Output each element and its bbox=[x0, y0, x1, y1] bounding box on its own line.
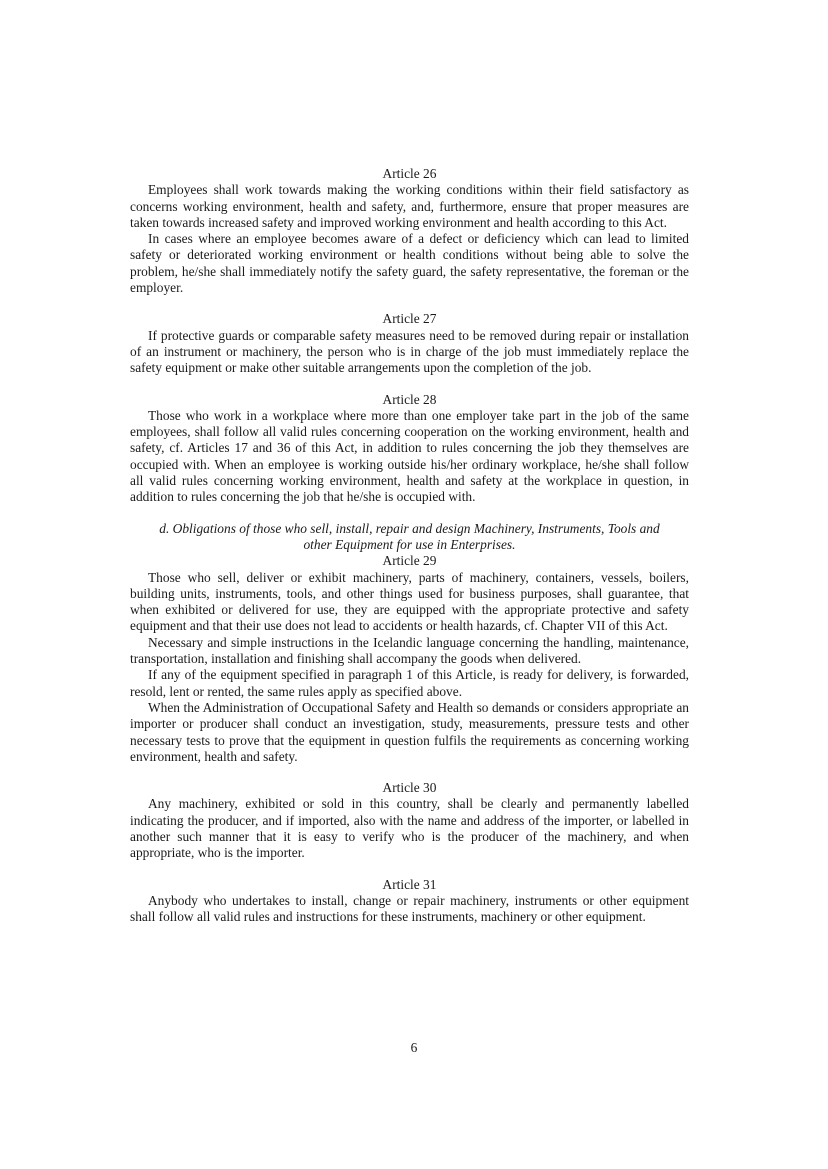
article-26-paragraph-1: Employees shall work towards making the working conditions within their field satisfactory as concerns working environment, health and safety, and, furthermore, ensure that proper measures are taken towards increased safety and improved working environment and health according to this Act. bbox=[130, 182, 689, 230]
article-30-paragraph-1: Any machinery, exhibited or sold in this country, shall be clearly and permanently labelled indicating the producer, and if imported, also with the name and address of the importer, or labelled in another such manner that it is easy to verify who is the producer of the machinery, and when appropriate, who is the importer. bbox=[130, 796, 689, 861]
page-number: 6 bbox=[410, 1040, 418, 1055]
article-29-paragraph-2: Necessary and simple instructions in the Icelandic language concerning the handling, maintenance, transportation, installation and finishing shall accompany the goods when delivered. bbox=[130, 634, 689, 667]
article-30-heading: Article 30 bbox=[382, 780, 437, 796]
article-29-heading: Article 29 bbox=[382, 553, 437, 569]
article-26-paragraph-2: In cases where an employee becomes aware of a defect or deficiency which can lead to limited safety or deteriorated working environment or health conditions without being able to solve the problem, he/she shall immediately notify the safety guard, the safety representative, the foreman or the employer. bbox=[130, 231, 689, 296]
article-27-paragraph-1: If protective guards or comparable safety measures need to be removed during repair or installation of an instrument or machinery, the person who is in charge of the job must immediately replace the safety equipment or make other suitable arrangements upon the completion of the job. bbox=[130, 327, 689, 376]
section-d-heading-line-2: other Equipment for use in Enterprises. bbox=[303, 536, 516, 552]
section-d-heading-line-1: d. Obligations of those who sell, install, repair and design Machinery, Instruments, Tools and bbox=[159, 520, 660, 536]
article-28-heading: Article 28 bbox=[382, 391, 437, 407]
article-29-paragraph-3: If any of the equipment specified in paragraph 1 of this Article, is ready for delivery, is forwarded, resold, lent or rented, the same rules apply as specified above. bbox=[130, 667, 689, 699]
section-d-heading bbox=[130, 521, 689, 554]
article-31-heading: Article 31 bbox=[382, 876, 437, 892]
document-page bbox=[130, 166, 689, 925]
article-31-paragraph-1: Anybody who undertakes to install, change or repair machinery, instruments or other equipment shall follow all valid rules and instructions for these instruments, machinery or other equipment. bbox=[130, 892, 689, 925]
article-26-heading: Article 26 bbox=[382, 166, 437, 181]
article-27-heading: Article 27 bbox=[382, 311, 437, 327]
article-28-paragraph-1: Those who work in a workplace where more than one employer take part in the job of the same employees, shall follow all valid rules concerning cooperation on the working environment, health and safety, cf. Articles 17 and 36 of this Act, in addition to rules concerning the job they themselves are occupied with. When an employee is working outside his/her ordinary workplace, he/she shall follow all valid rules concerning working environment, health and safety at the workplace in question, in addition to rules concerning the job that he/she is occupied with. bbox=[130, 407, 689, 505]
article-29-paragraph-1: Those who sell, deliver or exhibit machinery, parts of machinery, containers, vessels, boilers, building units, instruments, tools, and other things used for business purposes, shall guarantee, that when exhibited or delivered for use, they are equipped with the appropriate protective and safety equipment and that their use does not lead to accidents or health hazards, cf. Chapter VII of this Act. bbox=[130, 569, 689, 634]
article-29-paragraph-4: When the Administration of Occupational Safety and Health so demands or considers appropriate an importer or producer shall conduct an investigation, study, measurements, pressure tests and other necessary tests to prove that the equipment in question fulfils the requirements as concerning working environment, health and safety. bbox=[130, 699, 689, 764]
